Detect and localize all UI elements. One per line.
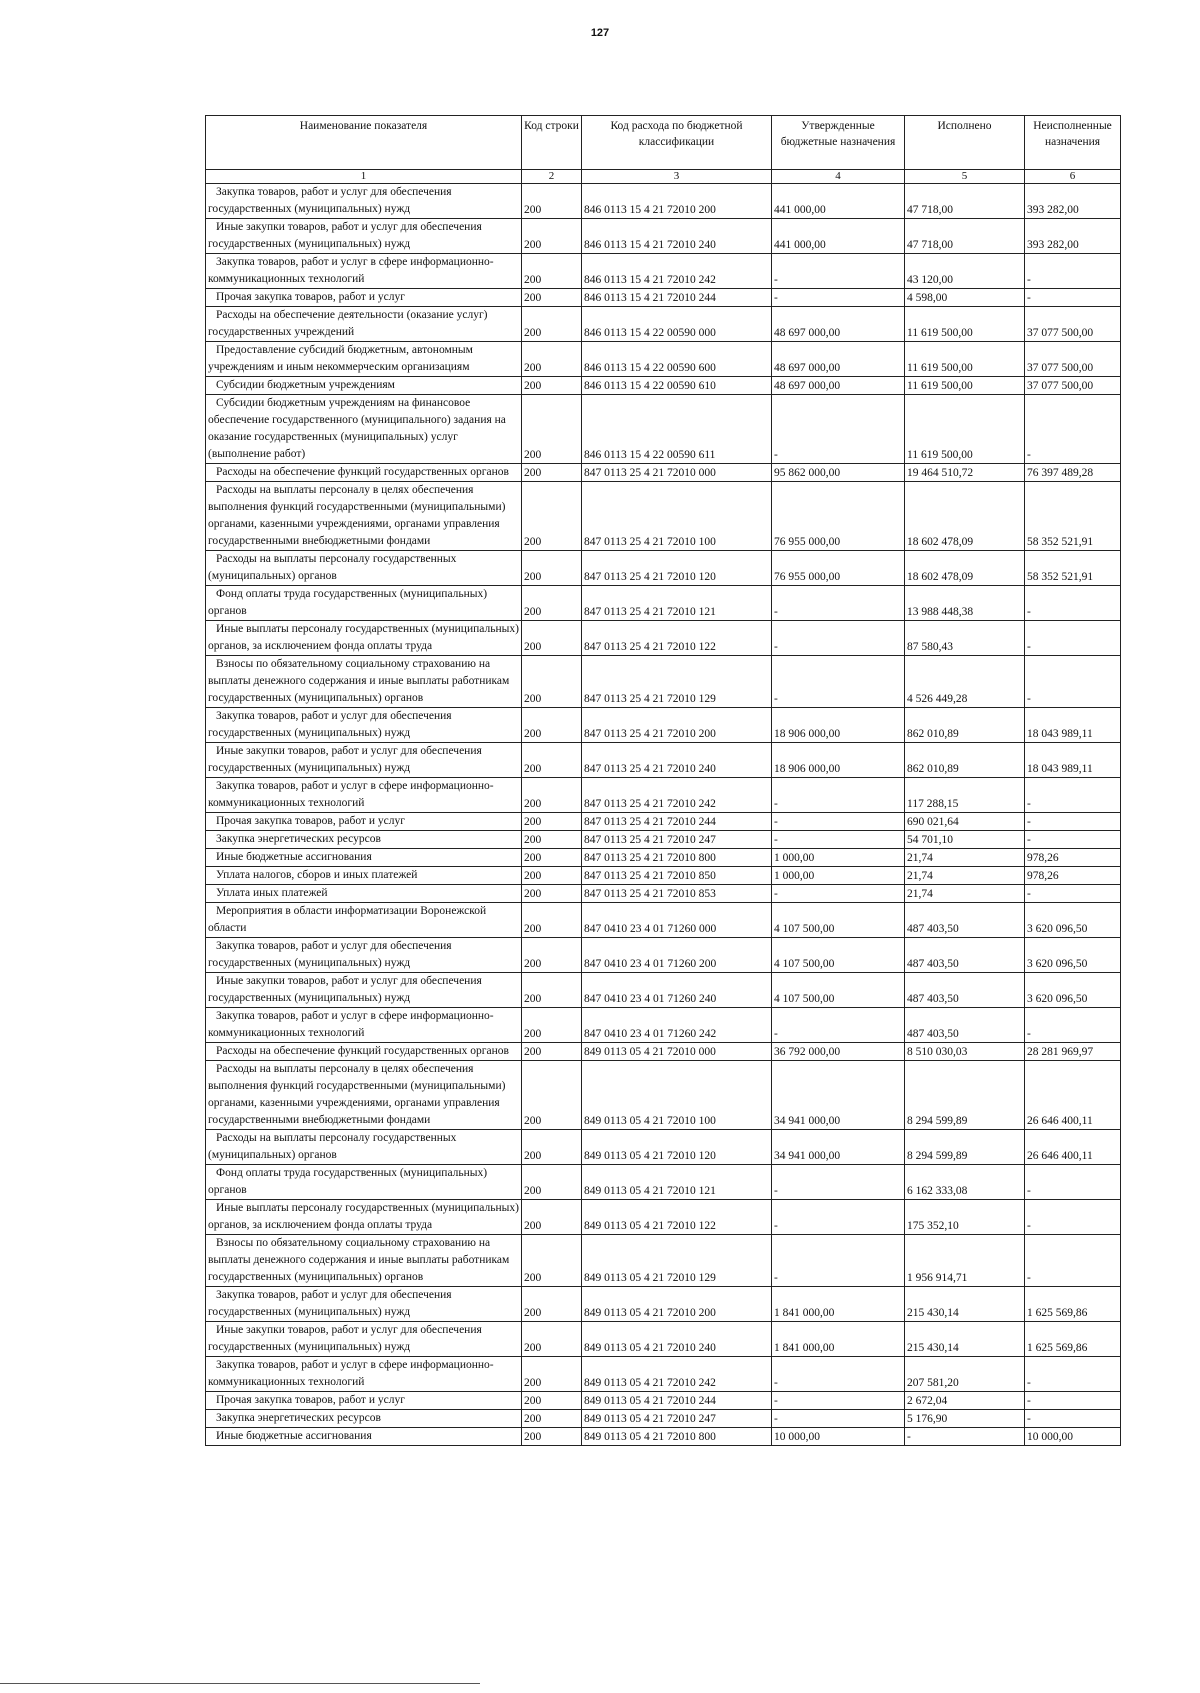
row-line-code-cell: 200	[522, 254, 582, 289]
row-budget-code-cell: 847 0113 25 4 21 72010 120	[582, 551, 772, 586]
row-executed-cell: 18 602 478,09	[905, 482, 1025, 551]
row-line-code-cell: 200	[522, 938, 582, 973]
row-budget-code-cell: 846 0113 15 4 22 00590 611	[582, 395, 772, 464]
row-budget-code-cell: 849 0113 05 4 21 72010 240	[582, 1322, 772, 1357]
row-line-code-cell: 200	[522, 551, 582, 586]
row-approved-cell: 18 906 000,00	[772, 708, 905, 743]
table-row	[206, 656, 1121, 708]
row-line-code-cell: 200	[522, 1322, 582, 1357]
row-name-cell: Иные бюджетные ассигнования	[206, 849, 522, 867]
table-row	[206, 254, 1121, 289]
row-unexecuted-cell: 58 352 521,91	[1025, 482, 1121, 551]
header-budget-code: Код расхода по бюджетной классификации	[582, 116, 772, 170]
row-executed-cell: 13 988 448,38	[905, 586, 1025, 621]
row-executed-cell: 43 120,00	[905, 254, 1025, 289]
row-executed-cell: 2 672,04	[905, 1392, 1025, 1410]
column-number: 6	[1025, 170, 1121, 184]
row-name-cell: Закупка товаров, работ и услуг в сфере информационно-коммуникационных технологий	[206, 778, 522, 813]
row-name-cell: Субсидии бюджетным учреждениям	[206, 377, 522, 395]
row-line-code-cell: 200	[522, 885, 582, 903]
row-executed-cell: 8 294 599,89	[905, 1061, 1025, 1130]
row-approved-cell: 1 841 000,00	[772, 1322, 905, 1357]
row-line-code-cell: 200	[522, 656, 582, 708]
row-line-code-cell: 200	[522, 1357, 582, 1392]
column-number: 2	[522, 170, 582, 184]
row-unexecuted-cell: 18 043 989,11	[1025, 743, 1121, 778]
table-row	[206, 1392, 1121, 1410]
row-executed-cell: 21,74	[905, 885, 1025, 903]
row-executed-cell: 5 176,90	[905, 1410, 1025, 1428]
row-unexecuted-cell: -	[1025, 289, 1121, 307]
table-row	[206, 1008, 1121, 1043]
row-name-cell: Закупка товаров, работ и услуг для обеспечения государственных (муниципальных) нужд	[206, 1287, 522, 1322]
row-name-cell: Прочая закупка товаров, работ и услуг	[206, 289, 522, 307]
row-name-cell: Расходы на обеспечение деятельности (оказание услуг) государственных учреждений	[206, 307, 522, 342]
row-executed-cell: 54 701,10	[905, 831, 1025, 849]
row-unexecuted-cell: 26 646 400,11	[1025, 1061, 1121, 1130]
row-unexecuted-cell: 1 625 569,86	[1025, 1287, 1121, 1322]
row-budget-code-cell: 847 0113 25 4 21 72010 129	[582, 656, 772, 708]
row-approved-cell: 10 000,00	[772, 1428, 905, 1446]
row-name-cell: Фонд оплаты труда государственных (муниципальных) органов	[206, 586, 522, 621]
row-name-cell: Расходы на выплаты персоналу в целях обеспечения выполнения функций государственными (муниципальными) органами, казенными учреждениями, органами управления государственными внебюджетными фондами	[206, 1061, 522, 1130]
row-name-cell: Уплата иных платежей	[206, 885, 522, 903]
table-row	[206, 743, 1121, 778]
row-unexecuted-cell: 393 282,00	[1025, 184, 1121, 219]
row-unexecuted-cell: 3 620 096,50	[1025, 973, 1121, 1008]
page-number: 127	[590, 27, 610, 39]
table-row	[206, 586, 1121, 621]
row-approved-cell: -	[772, 1200, 905, 1235]
row-budget-code-cell: 847 0410 23 4 01 71260 240	[582, 973, 772, 1008]
table-row	[206, 1428, 1121, 1446]
row-line-code-cell: 200	[522, 1165, 582, 1200]
row-approved-cell: 34 941 000,00	[772, 1061, 905, 1130]
table-row	[206, 903, 1121, 938]
row-unexecuted-cell: 3 620 096,50	[1025, 903, 1121, 938]
row-approved-cell: -	[772, 831, 905, 849]
row-approved-cell: -	[772, 621, 905, 656]
row-name-cell: Закупка товаров, работ и услуг для обеспечения государственных (муниципальных) нужд	[206, 708, 522, 743]
row-approved-cell: 4 107 500,00	[772, 903, 905, 938]
row-unexecuted-cell: 10 000,00	[1025, 1428, 1121, 1446]
table-header-row	[206, 116, 1121, 170]
row-line-code-cell: 200	[522, 1008, 582, 1043]
row-name-cell: Субсидии бюджетным учреждениям на финансовое обеспечение государственного (муниципального) задания на оказание государственных (муниципальных) услуг (выполнение работ)	[206, 395, 522, 464]
row-approved-cell: -	[772, 1165, 905, 1200]
row-budget-code-cell: 846 0113 15 4 21 72010 200	[582, 184, 772, 219]
row-name-cell: Расходы на выплаты персоналу государственных (муниципальных) органов	[206, 1130, 522, 1165]
table-row	[206, 1043, 1121, 1061]
row-unexecuted-cell: -	[1025, 254, 1121, 289]
row-executed-cell: 862 010,89	[905, 743, 1025, 778]
table-row	[206, 464, 1121, 482]
row-name-cell: Иные закупки товаров, работ и услуг для обеспечения государственных (муниципальных) нужд	[206, 973, 522, 1008]
row-name-cell: Расходы на обеспечение функций государственных органов	[206, 464, 522, 482]
row-approved-cell: -	[772, 289, 905, 307]
row-approved-cell: 441 000,00	[772, 219, 905, 254]
row-budget-code-cell: 846 0113 15 4 21 72010 244	[582, 289, 772, 307]
row-unexecuted-cell: -	[1025, 885, 1121, 903]
table-body	[206, 184, 1121, 1446]
row-approved-cell: 1 000,00	[772, 849, 905, 867]
table-row	[206, 885, 1121, 903]
row-line-code-cell: 200	[522, 289, 582, 307]
row-executed-cell: 21,74	[905, 849, 1025, 867]
row-name-cell: Расходы на выплаты персоналу государственных (муниципальных) органов	[206, 551, 522, 586]
row-budget-code-cell: 849 0113 05 4 21 72010 800	[582, 1428, 772, 1446]
row-line-code-cell: 200	[522, 1428, 582, 1446]
row-line-code-cell: 200	[522, 1235, 582, 1287]
table-row	[206, 867, 1121, 885]
row-unexecuted-cell: -	[1025, 1357, 1121, 1392]
table-row	[206, 219, 1121, 254]
row-unexecuted-cell: 978,26	[1025, 849, 1121, 867]
row-executed-cell: 47 718,00	[905, 184, 1025, 219]
header-unexecuted: Неисполненные назначения	[1025, 116, 1121, 170]
row-line-code-cell: 200	[522, 395, 582, 464]
header-line-code: Код строки	[522, 116, 582, 170]
row-budget-code-cell: 847 0410 23 4 01 71260 000	[582, 903, 772, 938]
row-line-code-cell: 200	[522, 342, 582, 377]
row-name-cell: Иные закупки товаров, работ и услуг для обеспечения государственных (муниципальных) нужд	[206, 743, 522, 778]
row-line-code-cell: 200	[522, 708, 582, 743]
row-line-code-cell: 200	[522, 849, 582, 867]
row-name-cell: Расходы на выплаты персоналу в целях обеспечения выполнения функций государственными (муниципальными) органами, казенными учреждениями, органами управления государственными внебюджетными фондами	[206, 482, 522, 551]
row-budget-code-cell: 847 0113 25 4 21 72010 853	[582, 885, 772, 903]
table-row	[206, 831, 1121, 849]
row-executed-cell: 175 352,10	[905, 1200, 1025, 1235]
row-budget-code-cell: 849 0113 05 4 21 72010 120	[582, 1130, 772, 1165]
row-executed-cell: 8 510 030,03	[905, 1043, 1025, 1061]
row-name-cell: Иные выплаты персоналу государственных (муниципальных) органов, за исключением фонда оплаты труда	[206, 621, 522, 656]
row-line-code-cell: 200	[522, 219, 582, 254]
row-executed-cell: 207 581,20	[905, 1357, 1025, 1392]
row-approved-cell: -	[772, 254, 905, 289]
row-executed-cell: 1 956 914,71	[905, 1235, 1025, 1287]
table-row	[206, 377, 1121, 395]
row-line-code-cell: 200	[522, 586, 582, 621]
budget-execution-table	[205, 115, 1121, 1446]
row-approved-cell: 48 697 000,00	[772, 307, 905, 342]
row-unexecuted-cell: -	[1025, 778, 1121, 813]
row-approved-cell: -	[772, 1410, 905, 1428]
row-unexecuted-cell: 37 077 500,00	[1025, 377, 1121, 395]
row-executed-cell: -	[905, 1428, 1025, 1446]
row-executed-cell: 47 718,00	[905, 219, 1025, 254]
row-unexecuted-cell: -	[1025, 586, 1121, 621]
column-number: 5	[905, 170, 1025, 184]
row-budget-code-cell: 847 0113 25 4 21 72010 244	[582, 813, 772, 831]
row-executed-cell: 21,74	[905, 867, 1025, 885]
row-approved-cell: 48 697 000,00	[772, 342, 905, 377]
row-budget-code-cell: 847 0113 25 4 21 72010 200	[582, 708, 772, 743]
table-row	[206, 482, 1121, 551]
row-executed-cell: 215 430,14	[905, 1287, 1025, 1322]
row-name-cell: Иные бюджетные ассигнования	[206, 1428, 522, 1446]
row-line-code-cell: 200	[522, 464, 582, 482]
row-name-cell: Закупка товаров, работ и услуг для обеспечения государственных (муниципальных) нужд	[206, 938, 522, 973]
row-executed-cell: 487 403,50	[905, 938, 1025, 973]
row-name-cell: Закупка товаров, работ и услуг в сфере информационно-коммуникационных технологий	[206, 1357, 522, 1392]
row-executed-cell: 8 294 599,89	[905, 1130, 1025, 1165]
table-row	[206, 1130, 1121, 1165]
row-line-code-cell: 200	[522, 377, 582, 395]
row-unexecuted-cell: 1 625 569,86	[1025, 1322, 1121, 1357]
row-approved-cell: 76 955 000,00	[772, 551, 905, 586]
header-approved: Утвержденные бюджетные назначения	[772, 116, 905, 170]
row-line-code-cell: 200	[522, 184, 582, 219]
row-executed-cell: 487 403,50	[905, 1008, 1025, 1043]
table-row	[206, 1357, 1121, 1392]
row-approved-cell: -	[772, 656, 905, 708]
row-unexecuted-cell: -	[1025, 1410, 1121, 1428]
row-unexecuted-cell: 28 281 969,97	[1025, 1043, 1121, 1061]
row-unexecuted-cell: 393 282,00	[1025, 219, 1121, 254]
row-unexecuted-cell: 37 077 500,00	[1025, 342, 1121, 377]
row-approved-cell: 48 697 000,00	[772, 377, 905, 395]
column-number-row	[206, 170, 1121, 184]
table-row	[206, 1235, 1121, 1287]
row-budget-code-cell: 847 0113 25 4 21 72010 121	[582, 586, 772, 621]
row-name-cell: Прочая закупка товаров, работ и услуг	[206, 1392, 522, 1410]
row-name-cell: Иные выплаты персоналу государственных (муниципальных) органов, за исключением фонда оплаты труда	[206, 1200, 522, 1235]
row-name-cell: Закупка энергетических ресурсов	[206, 1410, 522, 1428]
row-line-code-cell: 200	[522, 621, 582, 656]
row-approved-cell: -	[772, 778, 905, 813]
column-number: 1	[206, 170, 522, 184]
row-line-code-cell: 200	[522, 813, 582, 831]
row-line-code-cell: 200	[522, 307, 582, 342]
row-executed-cell: 487 403,50	[905, 973, 1025, 1008]
row-name-cell: Закупка энергетических ресурсов	[206, 831, 522, 849]
table-row	[206, 1287, 1121, 1322]
column-number: 3	[582, 170, 772, 184]
row-unexecuted-cell: -	[1025, 395, 1121, 464]
row-approved-cell: 95 862 000,00	[772, 464, 905, 482]
row-executed-cell: 6 162 333,08	[905, 1165, 1025, 1200]
row-line-code-cell: 200	[522, 973, 582, 1008]
row-line-code-cell: 200	[522, 903, 582, 938]
row-budget-code-cell: 849 0113 05 4 21 72010 122	[582, 1200, 772, 1235]
row-line-code-cell: 200	[522, 1061, 582, 1130]
row-budget-code-cell: 847 0113 25 4 21 72010 122	[582, 621, 772, 656]
row-approved-cell: -	[772, 1357, 905, 1392]
row-approved-cell: -	[772, 885, 905, 903]
row-executed-cell: 690 021,64	[905, 813, 1025, 831]
row-budget-code-cell: 849 0113 05 4 21 72010 200	[582, 1287, 772, 1322]
row-budget-code-cell: 849 0113 05 4 21 72010 242	[582, 1357, 772, 1392]
table-row	[206, 973, 1121, 1008]
row-budget-code-cell: 849 0113 05 4 21 72010 129	[582, 1235, 772, 1287]
row-line-code-cell: 200	[522, 1043, 582, 1061]
header-name: Наименование показателя	[206, 116, 522, 170]
row-unexecuted-cell: 18 043 989,11	[1025, 708, 1121, 743]
row-approved-cell: 1 841 000,00	[772, 1287, 905, 1322]
row-line-code-cell: 200	[522, 743, 582, 778]
row-name-cell: Закупка товаров, работ и услуг для обеспечения государственных (муниципальных) нужд	[206, 184, 522, 219]
column-number: 4	[772, 170, 905, 184]
row-approved-cell: 4 107 500,00	[772, 938, 905, 973]
row-budget-code-cell: 849 0113 05 4 21 72010 000	[582, 1043, 772, 1061]
row-executed-cell: 11 619 500,00	[905, 377, 1025, 395]
table-row	[206, 849, 1121, 867]
row-budget-code-cell: 847 0113 25 4 21 72010 247	[582, 831, 772, 849]
row-executed-cell: 4 526 449,28	[905, 656, 1025, 708]
row-approved-cell: -	[772, 813, 905, 831]
row-approved-cell: 18 906 000,00	[772, 743, 905, 778]
row-name-cell: Уплата налогов, сборов и иных платежей	[206, 867, 522, 885]
table-row	[206, 778, 1121, 813]
row-executed-cell: 4 598,00	[905, 289, 1025, 307]
row-unexecuted-cell: -	[1025, 831, 1121, 849]
row-approved-cell: 36 792 000,00	[772, 1043, 905, 1061]
row-unexecuted-cell: 3 620 096,50	[1025, 938, 1121, 973]
table-row	[206, 621, 1121, 656]
row-line-code-cell: 200	[522, 1410, 582, 1428]
table-row	[206, 1322, 1121, 1357]
table-row	[206, 708, 1121, 743]
row-line-code-cell: 200	[522, 1200, 582, 1235]
table-row	[206, 813, 1121, 831]
row-unexecuted-cell: -	[1025, 1200, 1121, 1235]
table-row	[206, 342, 1121, 377]
row-budget-code-cell: 847 0410 23 4 01 71260 200	[582, 938, 772, 973]
row-name-cell: Фонд оплаты труда государственных (муниципальных) органов	[206, 1165, 522, 1200]
row-unexecuted-cell: 37 077 500,00	[1025, 307, 1121, 342]
row-budget-code-cell: 847 0113 25 4 21 72010 242	[582, 778, 772, 813]
row-budget-code-cell: 846 0113 15 4 21 72010 242	[582, 254, 772, 289]
row-executed-cell: 19 464 510,72	[905, 464, 1025, 482]
row-unexecuted-cell: -	[1025, 1392, 1121, 1410]
row-budget-code-cell: 846 0113 15 4 21 72010 240	[582, 219, 772, 254]
row-unexecuted-cell: 76 397 489,28	[1025, 464, 1121, 482]
row-executed-cell: 18 602 478,09	[905, 551, 1025, 586]
row-executed-cell: 11 619 500,00	[905, 342, 1025, 377]
header-executed: Исполнено	[905, 116, 1025, 170]
row-line-code-cell: 200	[522, 831, 582, 849]
row-unexecuted-cell: -	[1025, 1165, 1121, 1200]
row-unexecuted-cell: 26 646 400,11	[1025, 1130, 1121, 1165]
table-row	[206, 289, 1121, 307]
table-row	[206, 307, 1121, 342]
row-budget-code-cell: 847 0113 25 4 21 72010 240	[582, 743, 772, 778]
row-line-code-cell: 200	[522, 482, 582, 551]
row-approved-cell: 1 000,00	[772, 867, 905, 885]
row-budget-code-cell: 846 0113 15 4 22 00590 000	[582, 307, 772, 342]
row-line-code-cell: 200	[522, 867, 582, 885]
row-executed-cell: 862 010,89	[905, 708, 1025, 743]
row-budget-code-cell: 849 0113 05 4 21 72010 100	[582, 1061, 772, 1130]
row-line-code-cell: 200	[522, 1287, 582, 1322]
row-unexecuted-cell: 58 352 521,91	[1025, 551, 1121, 586]
row-name-cell: Взносы по обязательному социальному страхованию на выплаты денежного содержания и иные выплаты работникам государственных (муниципальных) органов	[206, 656, 522, 708]
table-row	[206, 184, 1121, 219]
row-executed-cell: 215 430,14	[905, 1322, 1025, 1357]
row-unexecuted-cell: -	[1025, 621, 1121, 656]
row-unexecuted-cell: -	[1025, 1008, 1121, 1043]
row-budget-code-cell: 849 0113 05 4 21 72010 244	[582, 1392, 772, 1410]
row-approved-cell: -	[772, 395, 905, 464]
row-budget-code-cell: 849 0113 05 4 21 72010 121	[582, 1165, 772, 1200]
row-unexecuted-cell: -	[1025, 813, 1121, 831]
table-row	[206, 551, 1121, 586]
row-line-code-cell: 200	[522, 1392, 582, 1410]
row-name-cell: Расходы на обеспечение функций государственных органов	[206, 1043, 522, 1061]
row-executed-cell: 11 619 500,00	[905, 307, 1025, 342]
table-row	[206, 1200, 1121, 1235]
row-approved-cell: 4 107 500,00	[772, 973, 905, 1008]
row-name-cell: Закупка товаров, работ и услуг в сфере информационно-коммуникационных технологий	[206, 254, 522, 289]
row-name-cell: Иные закупки товаров, работ и услуг для обеспечения государственных (муниципальных) нужд	[206, 219, 522, 254]
row-name-cell: Закупка товаров, работ и услуг в сфере информационно-коммуникационных технологий	[206, 1008, 522, 1043]
row-budget-code-cell: 846 0113 15 4 22 00590 600	[582, 342, 772, 377]
row-executed-cell: 117 288,15	[905, 778, 1025, 813]
row-approved-cell: -	[772, 1008, 905, 1043]
row-approved-cell: -	[772, 1235, 905, 1287]
row-approved-cell: 34 941 000,00	[772, 1130, 905, 1165]
row-executed-cell: 487 403,50	[905, 903, 1025, 938]
row-name-cell: Прочая закупка товаров, работ и услуг	[206, 813, 522, 831]
row-unexecuted-cell: -	[1025, 656, 1121, 708]
row-executed-cell: 11 619 500,00	[905, 395, 1025, 464]
row-line-code-cell: 200	[522, 778, 582, 813]
row-name-cell: Иные закупки товаров, работ и услуг для обеспечения государственных (муниципальных) нужд	[206, 1322, 522, 1357]
row-approved-cell: 441 000,00	[772, 184, 905, 219]
row-budget-code-cell: 847 0113 25 4 21 72010 850	[582, 867, 772, 885]
table-row	[206, 1410, 1121, 1428]
row-budget-code-cell: 847 0113 25 4 21 72010 100	[582, 482, 772, 551]
row-name-cell: Мероприятия в области информатизации Воронежской области	[206, 903, 522, 938]
row-approved-cell: -	[772, 1392, 905, 1410]
row-executed-cell: 87 580,43	[905, 621, 1025, 656]
row-budget-code-cell: 847 0113 25 4 21 72010 000	[582, 464, 772, 482]
row-approved-cell: -	[772, 586, 905, 621]
row-budget-code-cell: 847 0113 25 4 21 72010 800	[582, 849, 772, 867]
row-line-code-cell: 200	[522, 1130, 582, 1165]
row-budget-code-cell: 847 0410 23 4 01 71260 242	[582, 1008, 772, 1043]
table-row	[206, 1061, 1121, 1130]
table-row	[206, 938, 1121, 973]
row-unexecuted-cell: 978,26	[1025, 867, 1121, 885]
row-budget-code-cell: 849 0113 05 4 21 72010 247	[582, 1410, 772, 1428]
table-row	[206, 1165, 1121, 1200]
row-budget-code-cell: 846 0113 15 4 22 00590 610	[582, 377, 772, 395]
footer-divider	[0, 1683, 480, 1684]
row-name-cell: Взносы по обязательному социальному страхованию на выплаты денежного содержания и иные выплаты работникам государственных (муниципальных) органов	[206, 1235, 522, 1287]
row-unexecuted-cell: -	[1025, 1235, 1121, 1287]
row-name-cell: Предоставление субсидий бюджетным, автономным учреждениям и иным некоммерческим организациям	[206, 342, 522, 377]
table-row	[206, 395, 1121, 464]
row-approved-cell: 76 955 000,00	[772, 482, 905, 551]
